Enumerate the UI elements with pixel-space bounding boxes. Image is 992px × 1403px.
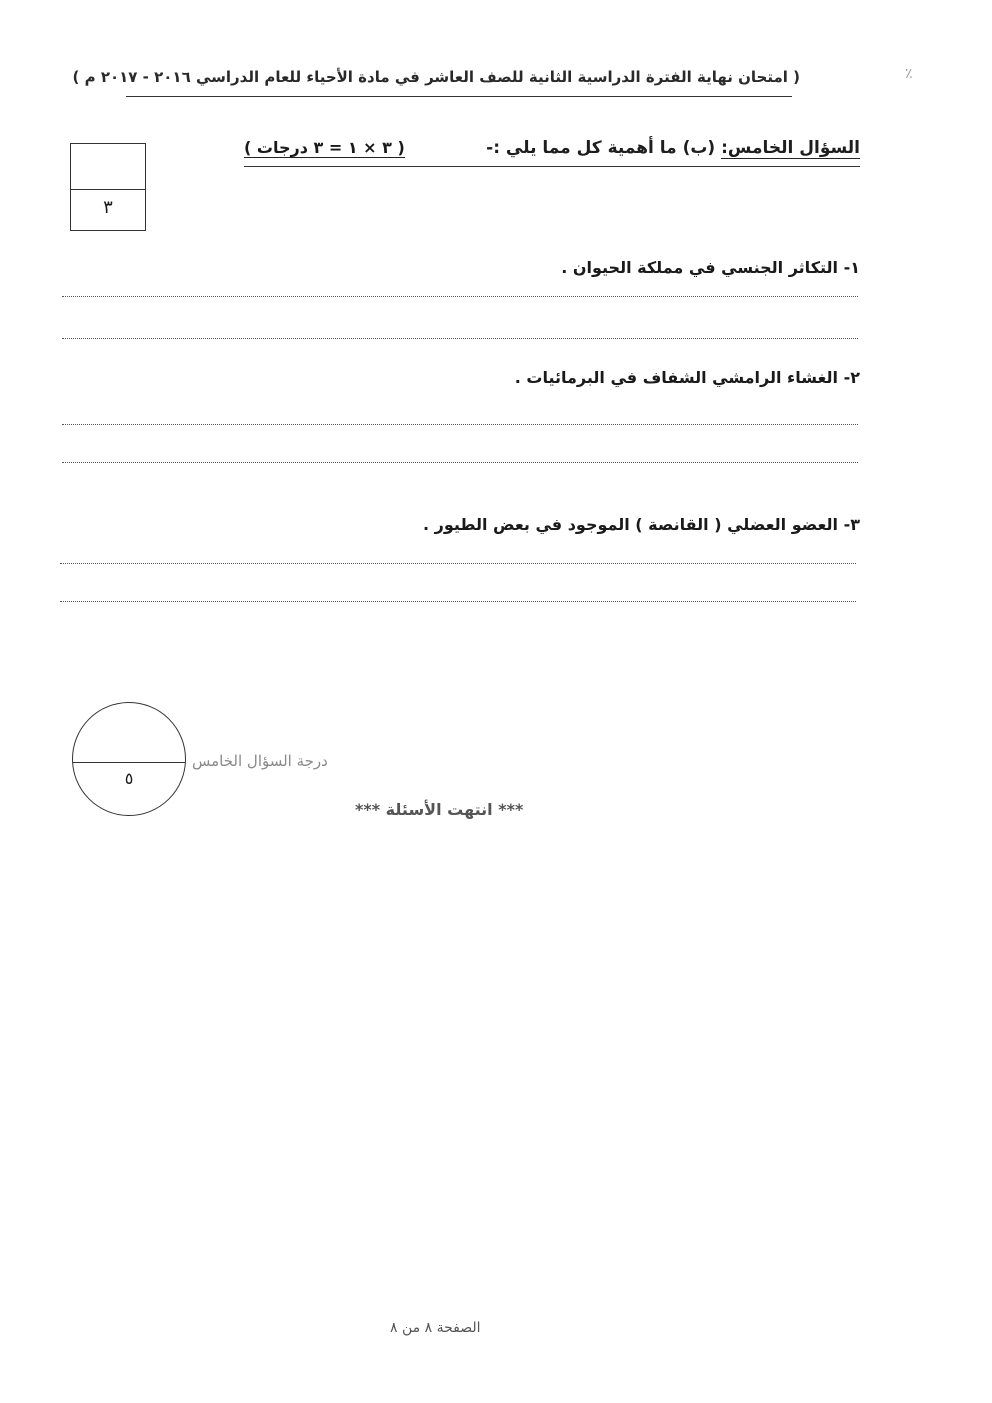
question-item-2: ٢- الغشاء الرامشي الشفاف في البرمائيات .: [514, 368, 860, 387]
end-note: *** انتهت الأسئلة ***: [355, 800, 524, 819]
question-item-3: ٣- العضو العضلي ( القانصة ) الموجود في بعض الطيور .: [422, 515, 860, 534]
score-box-divider: [71, 189, 145, 190]
total-score-divider: [73, 762, 185, 763]
page-number: الصفحة ٨ من ٨: [390, 1320, 481, 1336]
question-item-1: ١- التكاثر الجنسي في مملكة الحيوان .: [561, 258, 860, 277]
question-label: السؤال الخامس:: [721, 138, 860, 158]
exam-header-title: ( امتحان نهاية الفترة الدراسية الثانية للصف العاشر في مادة الأحياء للعام الدراسي ٢٠١٦ - ٢٠١٧ م ): [72, 68, 800, 86]
answer-line-2a[interactable]: [62, 424, 858, 425]
answer-line-1a[interactable]: [62, 296, 858, 297]
total-score-value: ٥: [124, 769, 134, 788]
answer-line-1b[interactable]: [62, 338, 858, 339]
question-heading: [486, 138, 860, 158]
total-score-label: درجة السؤال الخامس: [192, 752, 328, 770]
answer-line-2b[interactable]: [62, 462, 858, 463]
heading-underline: [244, 166, 860, 167]
score-box: [70, 143, 146, 231]
corner-mark: ٪: [905, 66, 913, 82]
answer-line-3b[interactable]: [60, 601, 856, 602]
header-underline: [126, 96, 792, 97]
answer-line-3a[interactable]: [60, 563, 856, 564]
total-score-circle: [72, 702, 186, 816]
question-marks: ( ٣ × ١ = ٣ درجات ): [244, 138, 405, 157]
question-part: (ب) ما أهمية كل مما يلي :-: [486, 138, 716, 158]
score-box-value: ٣: [103, 197, 113, 218]
